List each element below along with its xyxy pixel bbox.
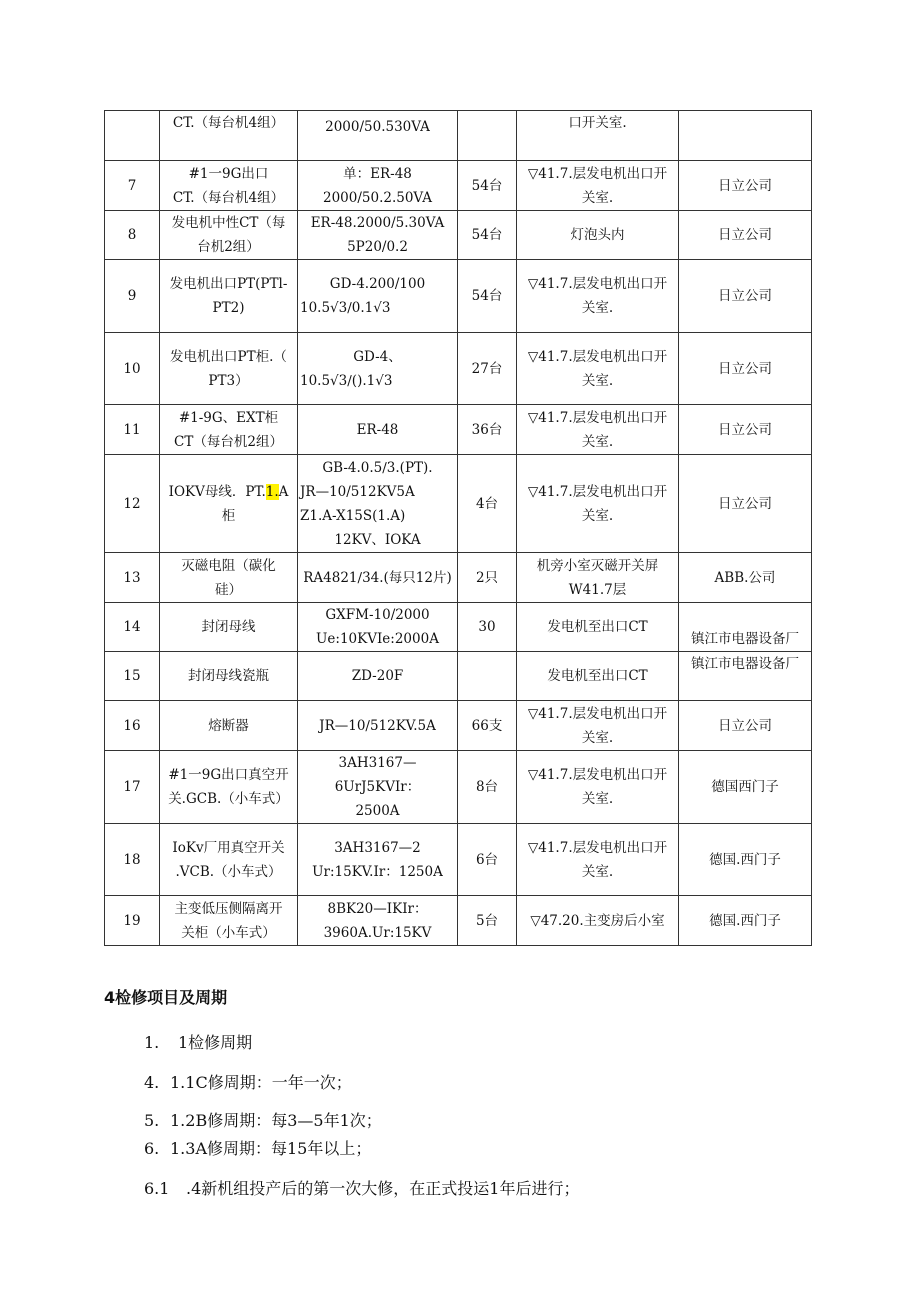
cell-qty: 2只 [458,553,517,603]
cell-no: 9 [105,260,160,333]
item-number: 6. [144,1139,160,1158]
item-text: 1.1C修周期：一年一次； [170,1073,352,1092]
cell-location: 口开关室. [517,111,679,161]
list-item [144,1030,252,1053]
table-row [105,211,812,260]
table-row [105,603,812,652]
item-text: 1.3A修周期：每15年以上； [170,1139,372,1158]
cell-no: 8 [105,211,160,260]
list-item [144,1070,352,1093]
cell-model: 3AH3167—2 Ur:15KV.Ir：1250A [298,824,458,896]
cell-qty: 27台 [458,333,517,405]
cell-qty: 4台 [458,455,517,553]
section-title: 4检修项目及周期 [104,988,228,1007]
cell-qty: 54台 [458,260,517,333]
cell-no: 17 [105,751,160,824]
table-row [105,553,812,603]
cell-name: IoKv厂用真空开关 .VCB.（小车式） [160,824,298,896]
cell-model: GXFM-10/2000 Ue:10KVIe:2000A [298,603,458,652]
cell-maker: 日立公司 [679,333,812,405]
cell-maker: 日立公司 [679,161,812,211]
cell-no: 7 [105,161,160,211]
cell-qty [458,652,517,701]
cell-name: 熔断器 [160,701,298,751]
cell-name: #1一9G出口 CT.（每台机4组） [160,161,298,211]
cell-no: 11 [105,405,160,455]
table-row [105,824,812,896]
cell-name: IOKV母线．PT.1.A柜 [160,455,298,553]
cell-model: GB-4.0.5∕3.(PT). JR—10/512KV5A Z1.A-X15S(1.A) 12KV、IOKA [298,455,458,553]
cell-maker: 日立公司 [679,405,812,455]
item-number: 1. [144,1033,160,1052]
cell-no: 13 [105,553,160,603]
cell-no [105,111,160,161]
cell-model: JR—10∕512KV.5A [298,701,458,751]
cell-no: 12 [105,455,160,553]
cell-maker: 日立公司 [679,211,812,260]
highlighted-text: 1. [265,483,279,500]
cell-location: ▽41.7.层发电机出口开 关室. [517,405,679,455]
cell-location: 机旁小室灭磁开关屏 W41.7层 [517,553,679,603]
cell-name: 主变低压侧隔离开 关柜（小车式） [160,896,298,946]
cell-model: 单：ER-48 2000/50.2.50VA [298,161,458,211]
cell-qty: 5台 [458,896,517,946]
cell-qty: 30 [458,603,517,652]
item-number: 4. [144,1073,160,1092]
table-row [105,751,812,824]
cell-location: ▽41.7.层发电机出口开 关室. [517,824,679,896]
cell-location: 发电机至出口CT [517,652,679,701]
cell-name: CT.（每台机4组） [160,111,298,161]
cell-maker: 德国西门子 [679,751,812,824]
cell-location: ▽41.7.层发电机出口开 关室. [517,260,679,333]
cell-location: ▽41.7.层发电机出口开 关室. [517,701,679,751]
cell-location: ▽41.7.层发电机出口开 关室. [517,751,679,824]
cell-name: 发电机出口PT(PTl- PT2) [160,260,298,333]
item-text: .4新机组投产后的第一次大修，在正式投运1年后进行； [186,1179,580,1198]
cell-no: 18 [105,824,160,896]
cell-maker: 日立公司 [679,701,812,751]
cell-model: ER-48 [298,405,458,455]
cell-maker: 镇江市电器设备厂 [679,603,812,652]
cell-model: ZD-20F [298,652,458,701]
cell-location: ▽41.7.层发电机出口开 关室. [517,455,679,553]
list-item [144,1176,579,1199]
cell-qty: 6台 [458,824,517,896]
cell-name: 封闭母线 [160,603,298,652]
table-row [105,701,812,751]
cell-qty: 8台 [458,751,517,824]
cell-name: 发电机出口PT柜.（ PT3） [160,333,298,405]
cell-name: 发电机中性CT（每 台机2组） [160,211,298,260]
cell-maker: 日立公司 [679,455,812,553]
cell-maker [679,111,812,161]
cell-model: 3AH3167—6UrJ5KVIr： 2500A [298,751,458,824]
cell-maker: 镇江市电器设备厂 [679,652,812,701]
cell-no: 16 [105,701,160,751]
cell-model: GD-4.200/100 10.5√3∕0.1√3 [298,260,458,333]
cell-model: RA4821∕34.(每只12片) [298,553,458,603]
cell-location: ▽41.7.层发电机出口开 关室. [517,161,679,211]
table-row [105,260,812,333]
list-item [144,1136,371,1159]
item-text: 1检修周期 [178,1033,253,1052]
table-row [105,333,812,405]
table-row [105,161,812,211]
table-row [105,111,812,161]
cell-no: 19 [105,896,160,946]
cell-qty: 54台 [458,211,517,260]
table-row [105,455,812,553]
cell-model: GD-4、 10.5√3∕().1√3 [298,333,458,405]
cell-qty [458,111,517,161]
cell-no: 14 [105,603,160,652]
cell-maker: ABB.公司 [679,553,812,603]
table-row [105,896,812,946]
cell-model: 8BK20—IKIr： 3960A.Ur:15KV [298,896,458,946]
item-text: 1.2B修周期：每3—5年1次； [170,1111,382,1130]
cell-location: 灯泡头内 [517,211,679,260]
cell-no: 10 [105,333,160,405]
equipment-table [104,110,812,946]
cell-location: ▽41.7.层发电机出口开 关室. [517,333,679,405]
item-number: 5. [144,1111,160,1130]
cell-no: 15 [105,652,160,701]
item-number: 6.1 [144,1179,170,1198]
cell-name: 封闭母线瓷瓶 [160,652,298,701]
list-item [144,1108,382,1131]
cell-maker: 日立公司 [679,260,812,333]
cell-model: 2000/50.530VA [298,111,458,161]
table-row [105,405,812,455]
cell-maker: 德国.西门子 [679,824,812,896]
table-row [105,652,812,701]
cell-maker: 德国.西门子 [679,896,812,946]
cell-name: #1一9G出口真空开 关.GCB.（小车式） [160,751,298,824]
cell-qty: 54台 [458,161,517,211]
cell-location: 发电机至出口CT [517,603,679,652]
cell-name: #1-9G、EXT柜 CT（每台机2组） [160,405,298,455]
cell-qty: 36台 [458,405,517,455]
cell-qty: 66支 [458,701,517,751]
cell-model: ER-48.2000/5.30VA 5P20/0.2 [298,211,458,260]
cell-name: 灭磁电阻（碳化 硅） [160,553,298,603]
cell-location: ▽47.20.主变房后小室 [517,896,679,946]
